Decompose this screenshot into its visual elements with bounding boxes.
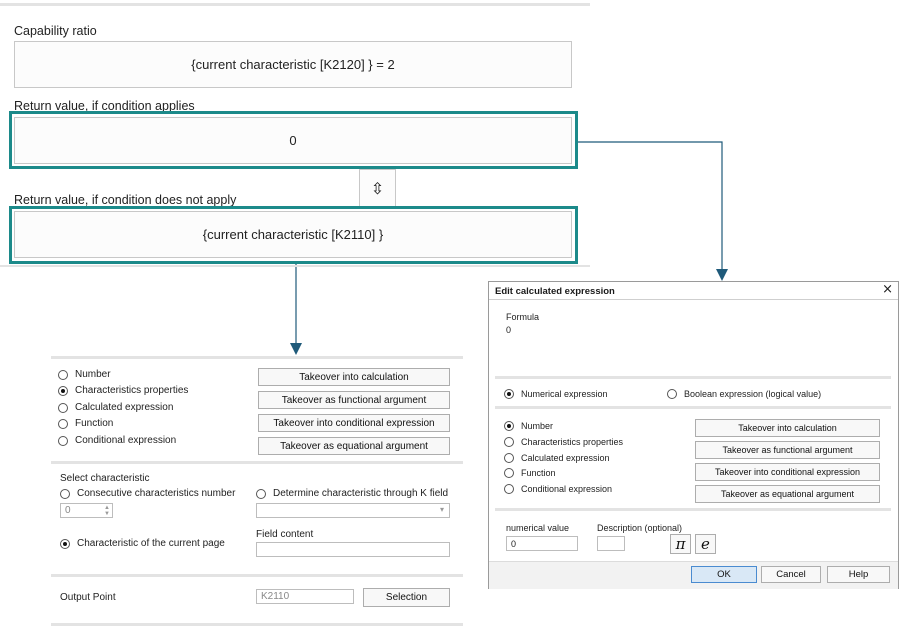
dialog-takeover-functional-button[interactable]: Takeover as functional argument	[695, 441, 880, 459]
arrow-head-dialog	[716, 269, 728, 281]
dialog-type-function[interactable]: Function	[504, 468, 556, 478]
description-input[interactable]	[597, 536, 625, 551]
field-content-label: Field content	[256, 529, 314, 540]
radio-selected-icon	[58, 386, 68, 396]
numerical-expression-option[interactable]: Numerical expression	[504, 389, 608, 399]
capability-ratio-field[interactable]: {current characteristic [K2120] } = 2	[14, 41, 572, 88]
help-button[interactable]: Help	[827, 566, 890, 583]
top-panel-bottom-divider	[0, 265, 590, 267]
left-type-calculated-expression[interactable]: Calculated expression	[58, 402, 173, 413]
consecutive-number-option[interactable]: Consecutive characteristics number	[60, 488, 235, 499]
radio-icon	[58, 419, 68, 429]
left-takeover-conditional-button[interactable]: Takeover into conditional expression	[258, 414, 450, 432]
return-if-not-field[interactable]: {current characteristic [K2110] }	[14, 211, 572, 258]
edit-calculated-expression-dialog	[488, 281, 899, 589]
ok-button[interactable]: OK	[691, 566, 757, 583]
dialog-divider-2	[495, 406, 891, 409]
return-if-applies-field[interactable]: 0	[14, 117, 572, 164]
title-separator	[489, 299, 898, 300]
left-type-characteristics-properties[interactable]: Characteristics properties	[58, 385, 188, 396]
left-takeover-equational-button[interactable]: Takeover as equational argument	[258, 437, 450, 455]
radio-icon	[504, 484, 514, 494]
e-button[interactable]: e	[695, 534, 716, 554]
chevron-down-icon: ▾	[439, 505, 444, 514]
selection-button[interactable]: Selection	[363, 588, 450, 607]
radio-icon	[504, 453, 514, 463]
dialog-type-number[interactable]: Number	[504, 421, 553, 431]
top-divider	[0, 3, 590, 6]
dialog-takeover-equational-button[interactable]: Takeover as equational argument	[695, 485, 880, 503]
close-icon[interactable]: ×	[882, 282, 893, 297]
swap-button[interactable]	[359, 169, 396, 207]
dialog-divider-3	[495, 508, 891, 511]
radio-icon	[667, 389, 677, 399]
radio-selected-icon	[504, 421, 514, 431]
pi-button[interactable]: π	[670, 534, 691, 554]
left-divider-2	[51, 461, 463, 464]
dialog-divider-1	[495, 376, 891, 379]
current-page-option[interactable]: Characteristic of the current page	[60, 538, 225, 549]
dialog-takeover-calculation-button[interactable]: Takeover into calculation	[695, 419, 880, 437]
left-divider-3	[51, 574, 463, 577]
radio-icon	[60, 489, 70, 499]
select-characteristic-label: Select characteristic	[60, 473, 150, 484]
return-if-applies-label: Return value, if condition applies	[14, 99, 195, 113]
formula-label: Formula	[506, 312, 540, 322]
radio-icon	[58, 436, 68, 446]
dialog-title: Edit calculated expression	[495, 286, 615, 297]
left-type-number[interactable]: Number	[58, 369, 111, 380]
boolean-expression-option[interactable]: Boolean expression (logical value)	[667, 389, 821, 399]
radio-icon	[58, 403, 68, 413]
capability-ratio-label: Capability ratio	[14, 24, 97, 38]
radio-icon	[256, 489, 266, 499]
radio-selected-icon	[60, 539, 70, 549]
radio-icon	[504, 468, 514, 478]
stepper-arrows-icon[interactable]: ▲ ▼	[104, 505, 110, 517]
highlight-return-not	[9, 206, 578, 264]
cancel-button[interactable]: Cancel	[761, 566, 821, 583]
formula-value[interactable]: 0	[506, 325, 512, 335]
return-if-not-label: Return value, if condition does not apply	[14, 193, 237, 207]
field-content-input[interactable]	[256, 542, 450, 557]
dialog-type-calculated-expression[interactable]: Calculated expression	[504, 453, 610, 463]
numerical-value-input[interactable]: 0	[506, 536, 578, 551]
k-field-dropdown[interactable]	[256, 503, 450, 518]
radio-selected-icon	[504, 389, 514, 399]
dialog-type-conditional-expression[interactable]: Conditional expression	[504, 484, 612, 494]
output-point-label: Output Point	[60, 592, 116, 603]
arrow-head-left-panel	[290, 343, 302, 355]
left-panel-top-divider	[51, 356, 463, 359]
swap-vertical-icon: ⇳	[370, 178, 385, 198]
highlight-return-applies	[9, 111, 578, 169]
radio-icon	[504, 437, 514, 447]
dialog-takeover-conditional-button[interactable]: Takeover into conditional expression	[695, 463, 880, 481]
numerical-value-label: numerical value	[506, 523, 570, 533]
radio-icon	[58, 370, 68, 380]
arrow-to-dialog	[578, 142, 722, 272]
left-divider-bottom	[51, 623, 463, 626]
left-takeover-calculation-button[interactable]: Takeover into calculation	[258, 368, 450, 386]
left-type-conditional-expression[interactable]: Conditional expression	[58, 435, 176, 446]
determine-k-field-option[interactable]: Determine characteristic through K field	[256, 488, 448, 499]
output-point-input[interactable]: K2110	[256, 589, 354, 604]
dialog-type-characteristics-properties[interactable]: Characteristics properties	[504, 437, 623, 447]
description-label: Description (optional)	[597, 523, 683, 533]
left-type-function[interactable]: Function	[58, 418, 113, 429]
consecutive-number-stepper[interactable]: 0 ▲ ▼	[60, 503, 113, 518]
left-takeover-functional-button[interactable]: Takeover as functional argument	[258, 391, 450, 409]
